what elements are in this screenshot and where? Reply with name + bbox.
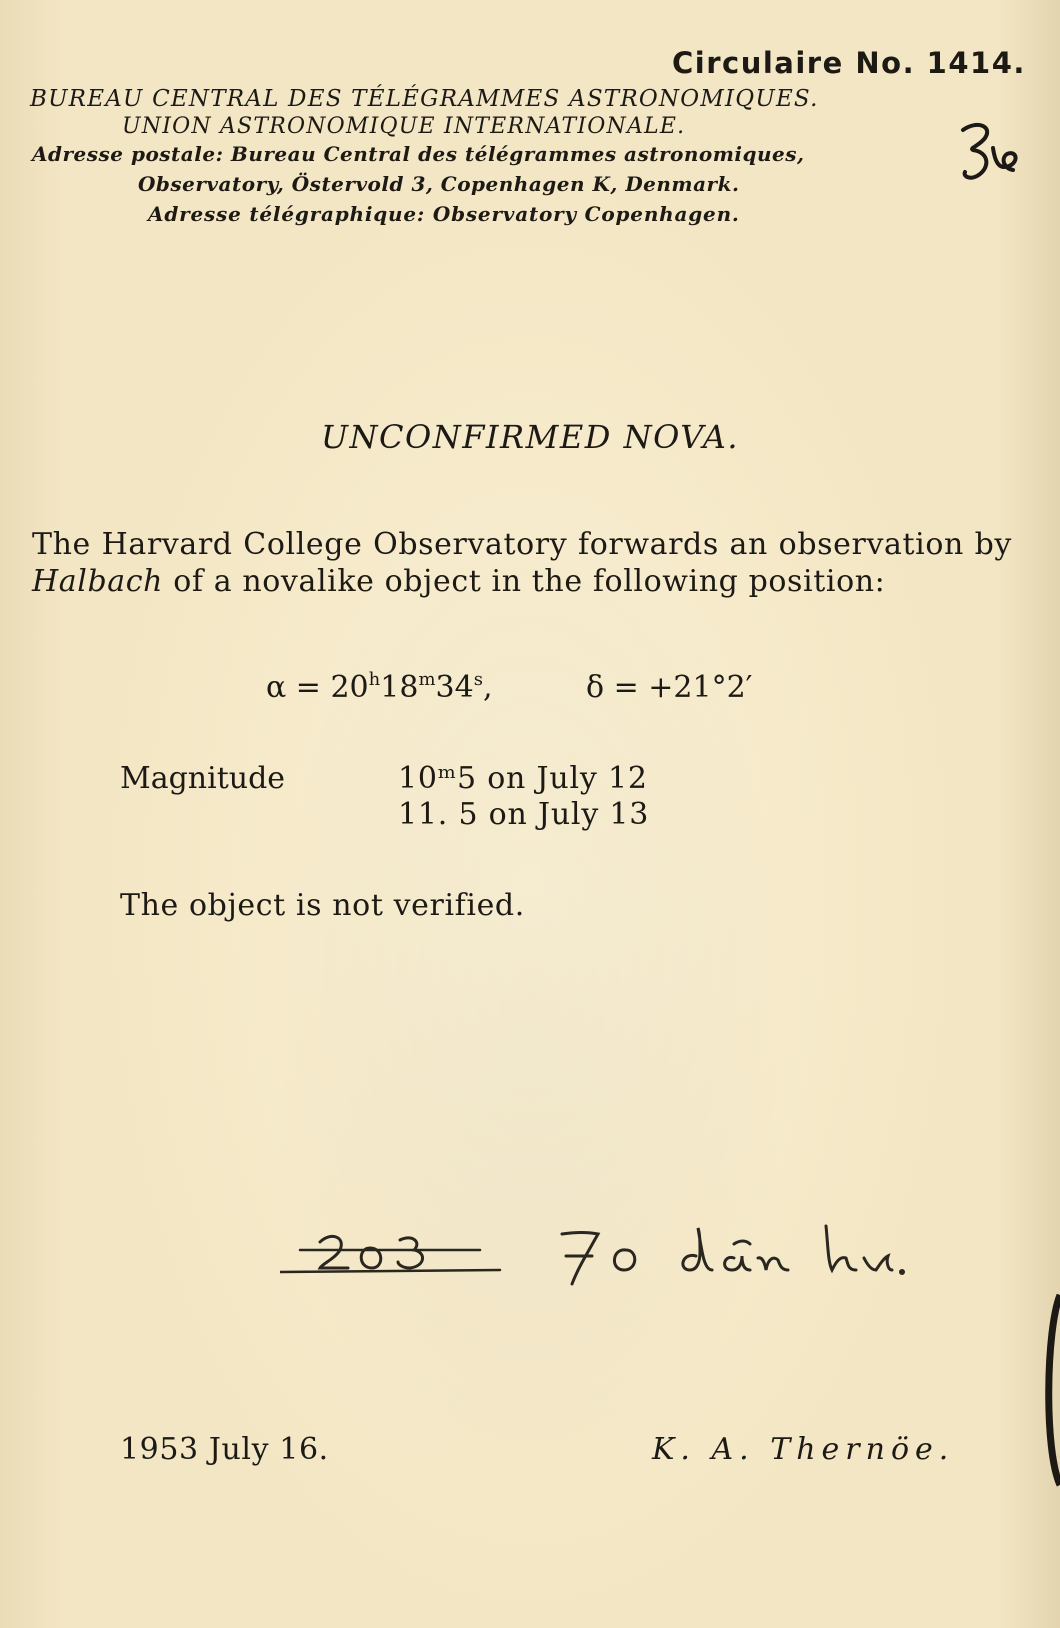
binding-ring <box>1040 1290 1060 1490</box>
union-heading: UNION ASTRONOMIQUE INTERNATIONALE. <box>122 114 686 139</box>
handwritten-note <box>280 1212 940 1302</box>
issue-date: 1953 July 16. <box>120 1432 329 1467</box>
handwritten-mark <box>955 118 1033 188</box>
observer-name: Halbach <box>32 564 164 599</box>
magnitude-entry: 11. 5 on July 13 <box>398 797 650 832</box>
document-title: UNCONFIRMED NOVA. <box>321 418 739 456</box>
signature: K. A. Thernöe. <box>652 1432 955 1467</box>
intro-text-end: of a novalike object in the following position: <box>163 564 886 599</box>
right-ascension: $\alpha = 20^h18^m34^s$, <box>266 669 493 705</box>
intro-text-start: The Harvard College Observatory forwards an observation by <box>32 527 1012 562</box>
declination: δ = +21°2′ <box>586 670 753 705</box>
circular-number: Circulaire No. 1414. <box>672 46 1026 80</box>
body-paragraph <box>32 526 1012 600</box>
magnitude-entry: 10ᵐ5 on July 12 <box>398 761 648 796</box>
magnitude-label: Magnitude <box>120 761 286 796</box>
verification-note: The object is not verified. <box>120 888 525 923</box>
postal-address: Adresse postale: Bureau Central des télégrammes astronomiques, <box>32 142 805 166</box>
bureau-heading: BUREAU CENTRAL DES TÉLÉGRAMMES ASTRONOMIQUES. <box>30 86 819 112</box>
observatory-address: Observatory, Östervold 3, Copenhagen K, Denmark. <box>138 172 740 196</box>
telegraphic-address: Adresse télégraphique: Observatory Copenhagen. <box>148 202 740 226</box>
